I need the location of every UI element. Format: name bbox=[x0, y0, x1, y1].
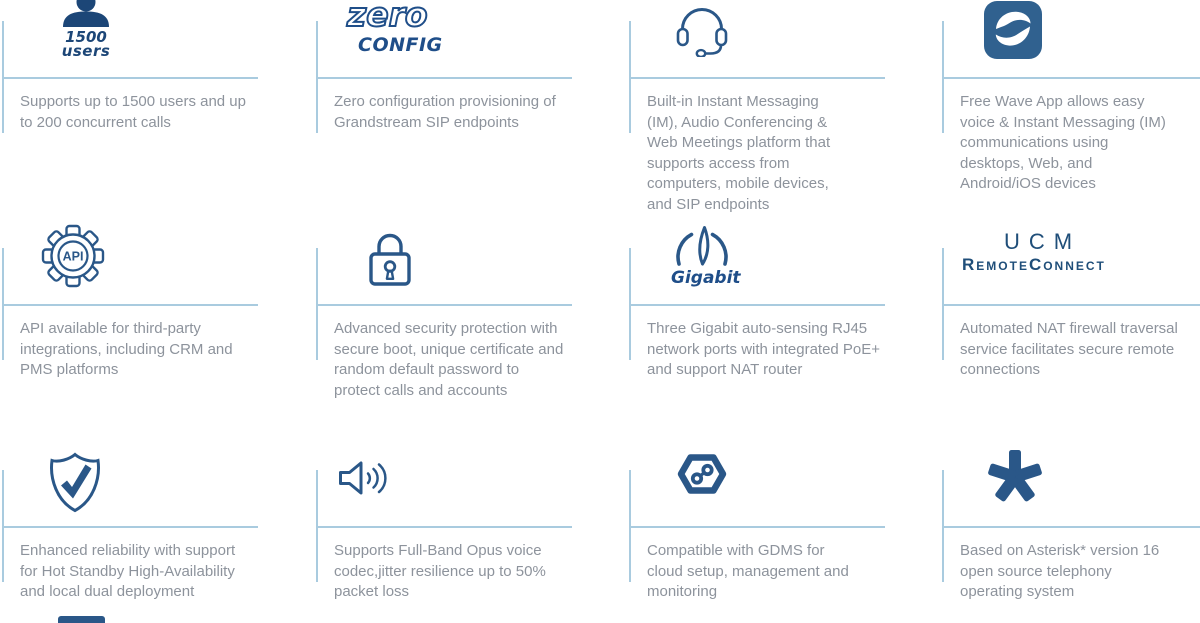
asterisk-icon bbox=[988, 434, 1042, 504]
api-gear-icon bbox=[40, 212, 106, 289]
divider-horizontal bbox=[316, 304, 572, 306]
feature-description: API available for third-party integrations, including CRM and PMS platforms bbox=[20, 320, 233, 378]
wave-app-icon bbox=[984, 0, 1042, 59]
feature-description: Advanced security protection with secure boot, unique certificate and random default password to protect calls and accounts bbox=[334, 320, 564, 399]
person-icon bbox=[60, 0, 112, 27]
zero-config-logo bbox=[344, 0, 448, 55]
feature-cell-gdms bbox=[629, 434, 942, 623]
feature-description: Three Gigabit auto-sensing RJ45 network ports with integrated PoE+ and support NAT router bbox=[647, 320, 881, 378]
feature-description: Based on Asterisk* version 16 open source telephony operating system bbox=[960, 542, 1160, 600]
users-1500-icon bbox=[60, 0, 112, 59]
ucm-remoteconnect-logo bbox=[962, 212, 1106, 276]
feature-cell-api bbox=[2, 212, 315, 434]
feature-description: Enhanced reliability with support for Hot Standby High-Availability and local dual deployment bbox=[20, 542, 236, 600]
gigabit-label: Gigabit bbox=[671, 268, 741, 288]
divider-horizontal bbox=[629, 77, 885, 79]
feature-description: Supports up to 1500 users and up to 200 concurrent calls bbox=[20, 93, 246, 131]
gdms-hexagon-icon bbox=[674, 434, 730, 498]
zero-outline-text bbox=[344, 0, 448, 35]
divider-horizontal bbox=[942, 526, 1200, 528]
divider-horizontal bbox=[629, 304, 885, 306]
feature-cell-reliability bbox=[2, 434, 315, 623]
divider-horizontal bbox=[629, 526, 885, 528]
gigabit-gauge-icon bbox=[671, 212, 741, 288]
shield-check-icon bbox=[46, 434, 104, 513]
cropped-icon-fragment bbox=[58, 616, 105, 623]
feature-cell-zero-config bbox=[316, 0, 629, 212]
feature-description: Compatible with GDMS for cloud setup, management and monitoring bbox=[647, 542, 849, 600]
feature-description: Supports Full-Band Opus voice codec,jitter resilience up to 50% packet loss bbox=[334, 542, 546, 600]
feature-cell-users bbox=[2, 0, 315, 212]
feature-cell-gigabit bbox=[629, 212, 942, 434]
divider-horizontal bbox=[942, 77, 1200, 79]
feature-cell-security bbox=[316, 212, 629, 434]
divider-horizontal bbox=[2, 304, 258, 306]
feature-description: Built-in Instant Messaging (IM), Audio Conferencing & Web Meetings platform that supports access from computers, mobile devices, and SIP endpoints bbox=[647, 93, 831, 213]
feature-description: Free Wave App allows easy voice & Instant Messaging (IM) communications using desktops, Web, and Android/iOS devices bbox=[960, 93, 1166, 192]
divider-horizontal bbox=[2, 526, 258, 528]
config-text: CONFIG bbox=[358, 34, 443, 56]
users-count-label: 1500 bbox=[65, 28, 107, 46]
users-word-label: users bbox=[61, 42, 111, 60]
feature-cell-meetings bbox=[629, 0, 942, 212]
feature-cell-remoteconnect bbox=[942, 212, 1200, 434]
divider-horizontal bbox=[2, 77, 258, 79]
feature-description: Automated NAT firewall traversal service facilitates secure remote connections bbox=[960, 320, 1178, 378]
remoteconnect-text: RemoteConnect bbox=[962, 255, 1106, 274]
svg-text:zero: zero bbox=[347, 0, 428, 34]
divider-horizontal bbox=[316, 77, 572, 79]
feature-description: Zero configuration provisioning of Grandstream SIP endpoints bbox=[334, 93, 556, 131]
feature-cell-wave bbox=[942, 0, 1200, 212]
speaker-icon bbox=[336, 434, 394, 498]
headset-icon bbox=[674, 0, 730, 57]
lock-icon bbox=[366, 212, 414, 288]
divider-horizontal bbox=[316, 526, 572, 528]
feature-cell-asterisk bbox=[942, 434, 1200, 623]
divider-horizontal bbox=[942, 304, 1200, 306]
ucm-text: UCM bbox=[1004, 229, 1082, 254]
api-label: API bbox=[62, 249, 84, 264]
feature-cell-opus bbox=[316, 434, 629, 623]
